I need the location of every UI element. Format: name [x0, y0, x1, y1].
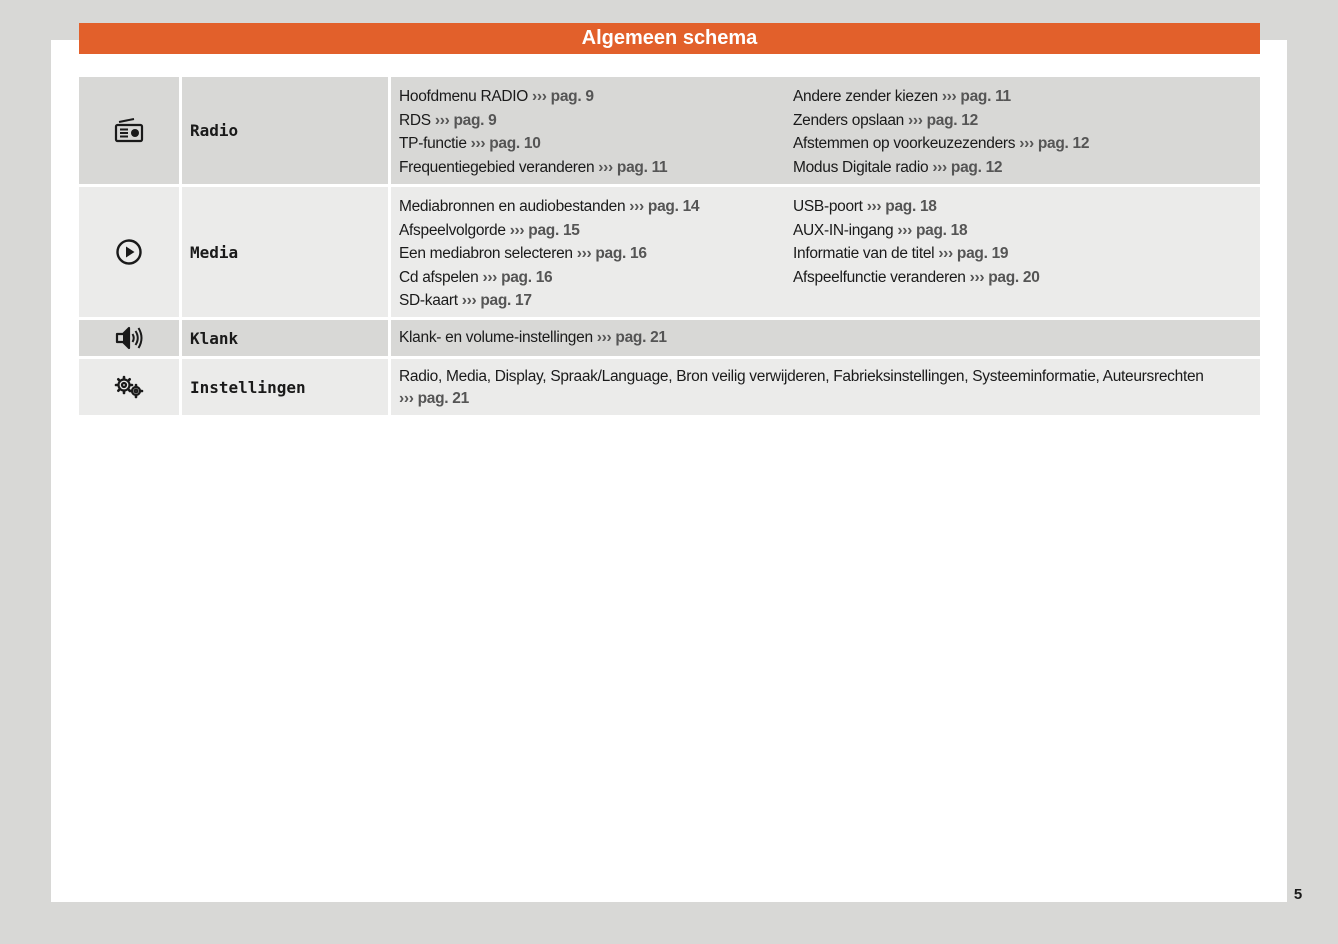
instellingen-icon-cell — [79, 359, 179, 415]
list-item[interactable]: Mediabronnen en audiobestanden ››› pag. 14 — [399, 198, 700, 215]
page-reference[interactable]: ››› pag. 18 — [897, 221, 968, 239]
page-reference[interactable]: ››› pag. 21 — [596, 329, 667, 347]
page-reference[interactable]: ››› pag. 11 — [598, 158, 668, 176]
content-column — [399, 85, 793, 177]
page-reference[interactable]: ››› pag. 12 — [907, 111, 978, 129]
table-row-radio — [79, 77, 1260, 184]
row-content-radio — [391, 77, 1260, 184]
page-reference[interactable]: ››› pag. 16 — [482, 268, 553, 286]
page-reference[interactable]: ››› pag. 14 — [629, 198, 700, 215]
list-item[interactable]: Klank- en volume-instellingen ››› pag. 21 — [399, 329, 667, 347]
row-label-klank: Klank — [182, 320, 388, 356]
list-item[interactable]: AUX-IN-ingang ››› pag. 18 — [793, 221, 968, 239]
list-item[interactable]: Zenders opslaan ››› pag. 12 — [793, 111, 978, 129]
list-item[interactable]: Hoofdmenu RADIO ››› pag. 9 — [399, 88, 594, 105]
page-reference[interactable]: ››› pag. 12 — [1019, 135, 1090, 152]
page-reference[interactable]: ››› pag. 9 — [434, 111, 497, 129]
page-reference[interactable]: ››› pag. 17 — [461, 292, 532, 309]
content-column — [399, 326, 1252, 350]
row-label-instellingen: Instellingen — [182, 359, 388, 415]
list-item[interactable]: SD-kaart ››› pag. 17 — [399, 292, 532, 309]
klank-icon-cell — [79, 320, 179, 356]
list-item[interactable]: Een mediabron selecteren ››› pag. 16 — [399, 245, 647, 262]
gears-icon — [114, 375, 144, 399]
list-item[interactable]: Cd afspelen ››› pag. 16 — [399, 268, 553, 286]
list-item[interactable]: RDS ››› pag. 9 — [399, 111, 497, 129]
page-reference[interactable]: ››› pag. 10 — [470, 135, 541, 152]
list-item[interactable]: TP-functie ››› pag. 10 — [399, 135, 541, 152]
row-label-media: Media — [182, 187, 388, 317]
list-item[interactable]: Radio, Media, Display, Spraak/Language, Bron veilig verwijderen, Fabrieksinstellingen, Systeeminformatie, Auteursrechten ››› pag. 21 — [399, 368, 1204, 407]
radio-icon — [114, 118, 144, 144]
list-item[interactable]: Frequentiegebied veranderen ››› pag. 11 — [399, 158, 668, 176]
page-reference[interactable]: ››› pag. 20 — [969, 268, 1040, 286]
table-row-media — [79, 187, 1260, 317]
row-label-radio: Radio — [182, 77, 388, 184]
page-reference[interactable]: ››› pag. 21 — [399, 390, 469, 407]
content-column — [399, 195, 793, 310]
page-number: 5 — [1293, 886, 1303, 903]
row-content-media — [391, 187, 1260, 317]
list-item[interactable]: Afspeelfunctie veranderen ››› pag. 20 — [793, 268, 1040, 286]
page-reference[interactable]: ››› pag. 11 — [941, 88, 1011, 105]
row-content-klank — [391, 320, 1260, 356]
radio-icon-cell — [79, 77, 179, 184]
content-column — [793, 85, 1187, 177]
speaker-icon — [114, 325, 144, 351]
page-reference[interactable]: ››› pag. 16 — [576, 245, 647, 262]
table-row-instellingen — [79, 359, 1260, 415]
page-reference[interactable]: ››› pag. 18 — [866, 198, 937, 215]
content-column — [793, 195, 1187, 310]
play-circle-icon — [115, 238, 143, 266]
page-reference[interactable]: ››› pag. 9 — [532, 88, 594, 105]
list-item[interactable]: Afspeelvolgorde ››› pag. 15 — [399, 221, 580, 239]
list-item[interactable]: Afstemmen op voorkeuzezenders ››› pag. 12 — [793, 135, 1090, 152]
row-content-instellingen — [391, 359, 1260, 415]
page-reference[interactable]: ››› pag. 12 — [932, 158, 1003, 176]
list-item[interactable]: Informatie van de titel ››› pag. 19 — [793, 245, 1009, 262]
content-column — [399, 366, 1252, 408]
page-reference[interactable]: ››› pag. 19 — [938, 245, 1009, 262]
list-item[interactable]: USB-poort ››› pag. 18 — [793, 198, 937, 215]
overview-table — [79, 77, 1260, 418]
table-row-klank — [79, 320, 1260, 356]
list-item[interactable]: Modus Digitale radio ››› pag. 12 — [793, 158, 1003, 176]
media-icon-cell — [79, 187, 179, 317]
list-item[interactable]: Andere zender kiezen ››› pag. 11 — [793, 88, 1011, 105]
section-title: Algemeen schema — [79, 23, 1260, 54]
page-reference[interactable]: ››› pag. 15 — [509, 221, 580, 239]
